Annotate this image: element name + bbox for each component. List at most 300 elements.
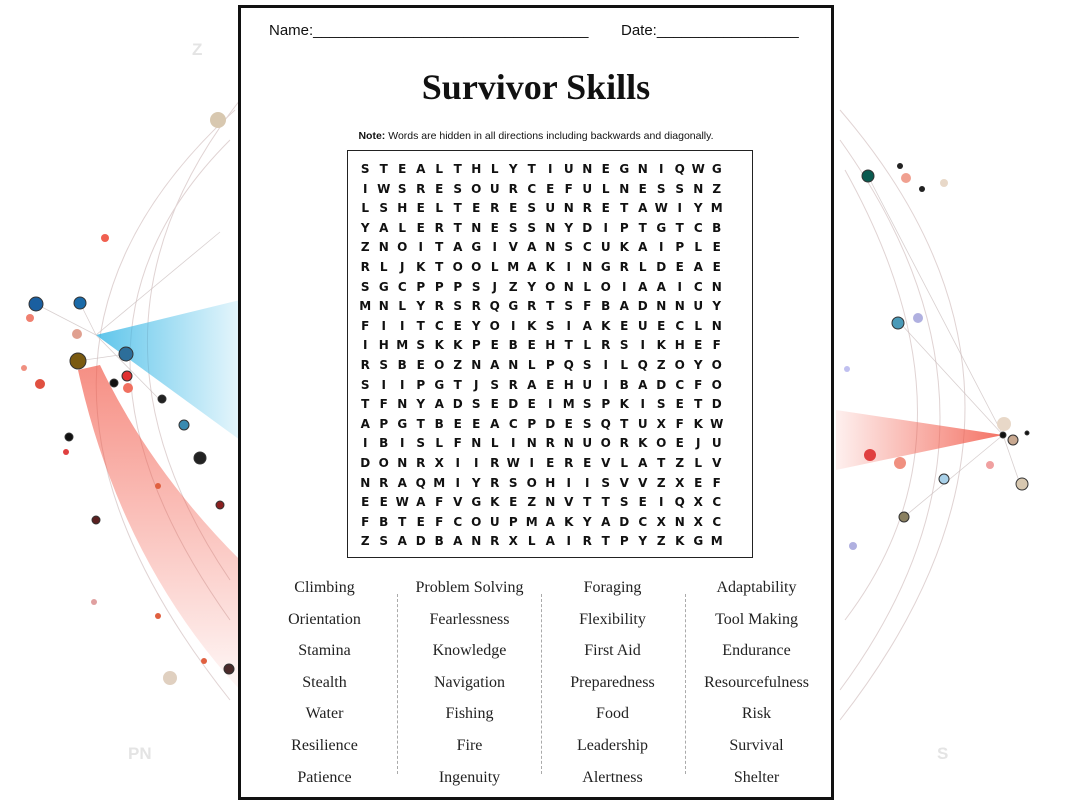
grid-letter: S	[360, 279, 370, 294]
grid-letter: D	[452, 397, 463, 412]
name-field[interactable]: Name:_________________________________	[269, 22, 589, 39]
grid-letter: T	[453, 377, 462, 392]
grid-letter: R	[527, 299, 537, 314]
word-item: Climbing	[294, 579, 355, 596]
grid-letter: F	[712, 475, 721, 490]
grid-letter: V	[564, 495, 574, 510]
grid-letter: K	[656, 338, 666, 353]
word-item: Shelter	[733, 768, 780, 786]
grid-letter: I	[566, 475, 571, 490]
grid-letter: I	[659, 162, 664, 176]
grid-letter: H	[397, 201, 408, 216]
grid-letter: T	[694, 397, 703, 412]
grid-letter: E	[361, 495, 370, 510]
letter-grid	[347, 150, 753, 558]
grid-letter: R	[619, 436, 629, 451]
grid-letter: S	[379, 201, 389, 216]
grid-letter: D	[415, 534, 426, 549]
grid-letter: P	[545, 357, 555, 372]
grid-letter: N	[582, 162, 593, 176]
grid-letter: R	[434, 220, 444, 235]
grid-letter: C	[693, 279, 703, 294]
grid-letter: P	[379, 416, 389, 431]
grid-letter: A	[397, 475, 407, 490]
grid-letter: M	[507, 259, 520, 274]
grid-letter: R	[508, 181, 518, 196]
grid-letter: Q	[600, 416, 611, 431]
grid-letter: E	[435, 181, 444, 196]
grid-letter: E	[490, 220, 499, 235]
grid-letter: N	[711, 318, 722, 333]
grid-letter: P	[471, 338, 481, 353]
grid-letter: F	[675, 416, 684, 431]
grid-letter: N	[526, 436, 537, 451]
grid-letter: I	[603, 357, 608, 372]
grid-letter: X	[693, 495, 703, 510]
grid-letter: L	[694, 455, 703, 470]
grid-letter: T	[657, 455, 666, 470]
grid-letter: Z	[656, 534, 666, 549]
grid-letter: G	[508, 299, 519, 314]
grid-letter: I	[659, 240, 664, 255]
grid-letter: U	[711, 436, 722, 451]
grid-letter: W	[395, 495, 409, 510]
word-item: Stamina	[298, 642, 351, 660]
grid-letter: D	[360, 455, 371, 470]
grid-letter: L	[527, 534, 536, 549]
grid-letter: I	[603, 377, 608, 392]
word-item: Resourcefulness	[704, 673, 809, 691]
grid-letter: F	[361, 514, 370, 529]
grid-letter: Q	[674, 495, 685, 510]
grid-letter: Q	[674, 162, 685, 176]
grid-letter: A	[638, 201, 648, 216]
grid-letter: Q	[563, 357, 574, 372]
grid-letter: T	[546, 299, 555, 314]
word-column-3	[541, 574, 684, 795]
grid-row	[356, 219, 752, 239]
word-item: Tool Making	[715, 610, 798, 628]
grid-letter: G	[471, 240, 482, 255]
grid-letter: E	[601, 162, 610, 176]
grid-letter: M	[562, 397, 575, 412]
grid-letter: S	[416, 436, 426, 451]
word-item: Orientation	[288, 610, 361, 628]
grid-letter: G	[378, 279, 389, 294]
grid-letter: L	[490, 162, 499, 176]
grid-letter: A	[490, 416, 500, 431]
grid-letter: Y	[360, 220, 370, 235]
grid-letter: G	[711, 162, 722, 176]
grid-letter: O	[378, 455, 389, 470]
grid-letter: I	[418, 240, 423, 255]
grid-letter: I	[677, 201, 682, 216]
word-item: Knowledge	[432, 642, 507, 660]
grid-row	[356, 454, 752, 474]
grid-letter: I	[381, 377, 386, 392]
grid-letter: M	[710, 201, 723, 216]
grid-letter: L	[601, 181, 610, 196]
grid-letter: S	[564, 240, 574, 255]
grid-letter: F	[453, 436, 462, 451]
grid-letter: C	[582, 240, 592, 255]
grid-letter: B	[434, 534, 444, 549]
grid-letter: N	[471, 220, 482, 235]
grid-letter: F	[361, 318, 370, 333]
grid-letter: N	[674, 299, 685, 314]
grid-letter: T	[453, 220, 462, 235]
grid-letter: Y	[508, 162, 518, 176]
grid-row	[356, 395, 752, 415]
grid-letter: T	[453, 162, 462, 176]
grid-letter: R	[416, 181, 426, 196]
grid-letter: I	[474, 455, 479, 470]
grid-letter: S	[545, 318, 555, 333]
grid-letter: R	[564, 455, 574, 470]
grid-letter: F	[583, 299, 592, 314]
grid-letter: I	[511, 318, 516, 333]
grid-letter: X	[434, 455, 444, 470]
grid-letter: E	[398, 162, 407, 176]
grid-row	[356, 297, 752, 317]
grid-letter: A	[638, 455, 648, 470]
grid-letter: N	[711, 279, 722, 294]
grid-letter: Y	[582, 514, 592, 529]
grid-row	[356, 180, 752, 200]
grid-letter: K	[490, 495, 500, 510]
grid-letter: S	[675, 181, 685, 196]
grid-letter: E	[546, 181, 555, 196]
grid-letter: E	[416, 201, 425, 216]
grid-letter: O	[711, 377, 722, 392]
grid-letter: N	[397, 455, 408, 470]
grid-letter: S	[453, 181, 463, 196]
grid-letter: N	[545, 220, 556, 235]
grid-letter: G	[619, 162, 630, 176]
grid-letter: M	[710, 534, 723, 549]
grid-letter: E	[712, 240, 721, 255]
grid-letter: K	[619, 240, 629, 255]
grid-letter: Y	[693, 357, 703, 372]
grid-letter: E	[601, 201, 610, 216]
grid-letter: B	[379, 514, 389, 529]
grid-letter: A	[545, 534, 555, 549]
grid-letter: A	[582, 318, 592, 333]
grid-letter: Z	[453, 357, 463, 372]
grid-letter: T	[583, 495, 592, 510]
grid-letter: C	[675, 377, 685, 392]
bg-letter-s: S	[937, 744, 949, 763]
grid-letter: H	[378, 338, 389, 353]
grid-letter: E	[416, 514, 425, 529]
word-item: Patience	[297, 768, 352, 786]
word-item: Water	[305, 705, 344, 723]
grid-letter: K	[434, 338, 444, 353]
grid-letter: M	[433, 475, 446, 490]
grid-letter: D	[619, 514, 630, 529]
grid-letter: S	[360, 162, 370, 176]
grid-letter: O	[674, 357, 685, 372]
grid-letter: J	[400, 259, 405, 274]
grid-letter: I	[363, 436, 368, 451]
grid-letter: L	[379, 259, 388, 274]
grid-letter: R	[471, 299, 481, 314]
word-item: Survival	[729, 736, 784, 754]
word-list	[253, 574, 825, 794]
grid-letter: E	[675, 259, 684, 274]
grid-letter: B	[397, 357, 407, 372]
grid-letter: E	[694, 475, 703, 490]
word-item: Food	[596, 705, 629, 723]
grid-letter: S	[582, 416, 592, 431]
grid-letter: I	[548, 162, 553, 176]
grid-letter: R	[490, 475, 500, 490]
grid-row	[356, 238, 752, 258]
grid-letter: W	[691, 162, 705, 176]
grid-row	[356, 317, 752, 337]
grid-letter: K	[527, 318, 537, 333]
grid-letter: T	[435, 240, 444, 255]
grid-letter: J	[474, 377, 479, 392]
grid-letter: A	[638, 240, 648, 255]
grid-letter: N	[563, 201, 574, 216]
grid-letter: F	[379, 397, 388, 412]
grid-letter: W	[377, 181, 391, 196]
grid-letter: R	[360, 259, 370, 274]
grid-letter: T	[435, 259, 444, 274]
grid-letter: P	[619, 220, 629, 235]
grid-letter: I	[529, 455, 534, 470]
grid-letter: Q	[415, 475, 426, 490]
bg-letter-pn: PN	[128, 744, 152, 763]
word-item: Adaptability	[716, 579, 797, 596]
grid-row	[356, 199, 752, 219]
grid-letter: A	[397, 534, 407, 549]
grid-letter: I	[603, 220, 608, 235]
grid-letter: L	[490, 436, 499, 451]
word-item: Endurance	[722, 642, 791, 660]
grid-letter: A	[527, 377, 537, 392]
grid-letter: B	[379, 436, 389, 451]
grid-letter: Y	[564, 220, 574, 235]
grid-letter: S	[582, 397, 592, 412]
grid-letter: F	[694, 377, 703, 392]
grid-letter: I	[566, 534, 571, 549]
grid-letter: E	[416, 357, 425, 372]
grid-letter: G	[656, 220, 667, 235]
grid-letter: L	[398, 299, 407, 314]
grid-letter: K	[601, 318, 611, 333]
grid-letter: A	[527, 240, 537, 255]
grid-letter: I	[640, 397, 645, 412]
grid-letter: R	[508, 377, 518, 392]
grid-letter: A	[416, 162, 426, 176]
grid-letter: I	[400, 377, 405, 392]
grid-letter: Z	[656, 357, 666, 372]
grid-letter: S	[619, 338, 629, 353]
grid-letter: A	[453, 534, 463, 549]
grid-letter: H	[545, 338, 556, 353]
grid-letter: G	[397, 416, 408, 431]
grid-letter: C	[508, 416, 518, 431]
grid-letter: W	[710, 416, 724, 431]
grid-letter: S	[656, 397, 666, 412]
grid-letter: G	[471, 495, 482, 510]
grid-letter: T	[361, 397, 370, 412]
grid-row	[356, 532, 752, 552]
grid-row	[356, 434, 752, 454]
grid-letter: T	[620, 416, 629, 431]
grid-letter: L	[583, 279, 592, 294]
grid-letter: M	[396, 338, 409, 353]
grid-letter: N	[619, 181, 630, 196]
grid-letter: E	[583, 455, 592, 470]
grid-letter: O	[471, 259, 482, 274]
grid-letter: A	[619, 299, 629, 314]
grid-letter: S	[379, 534, 389, 549]
grid-letter: A	[545, 514, 555, 529]
grid-letter: A	[656, 279, 666, 294]
grid-letter: T	[638, 220, 647, 235]
grid-letter: U	[489, 181, 500, 196]
grid-letter: I	[400, 318, 405, 333]
grid-letter: I	[566, 318, 571, 333]
grid-letter: E	[490, 338, 499, 353]
grid-letter: I	[659, 495, 664, 510]
grid-letter: N	[378, 240, 389, 255]
bg-letter-z: Z	[192, 40, 203, 59]
grid-letter: N	[397, 397, 408, 412]
grid-letter: S	[360, 377, 370, 392]
grid-letter: R	[434, 299, 444, 314]
grid-letter: G	[434, 377, 445, 392]
grid-letter: O	[471, 181, 482, 196]
grid-letter: O	[711, 357, 722, 372]
grid-letter: F	[564, 181, 573, 196]
grid-letter: Z	[360, 240, 370, 255]
grid-letter: X	[508, 534, 518, 549]
grid-letter: O	[526, 475, 537, 490]
grid-letter: T	[601, 495, 610, 510]
grid-letter: I	[455, 455, 460, 470]
grid-letter: K	[416, 259, 426, 274]
word-item: Flexibility	[579, 610, 646, 628]
grid-letter: D	[637, 299, 648, 314]
grid-letter: E	[712, 259, 721, 274]
grid-letter: R	[619, 259, 629, 274]
grid-letter: T	[416, 416, 425, 431]
grid-letter: E	[453, 318, 462, 333]
grid-row	[356, 356, 752, 376]
grid-letter: A	[693, 259, 703, 274]
grid-letter: S	[508, 220, 518, 235]
grid-letter: D	[582, 220, 593, 235]
instructions-note	[241, 130, 831, 142]
grid-letter: Z	[656, 475, 666, 490]
grid-letter: I	[511, 436, 516, 451]
grid-letter: T	[620, 201, 629, 216]
grid-letter: I	[363, 181, 368, 196]
word-item: Alertness	[582, 768, 643, 786]
grid-letter: A	[434, 397, 444, 412]
grid-letter: S	[619, 495, 629, 510]
grid-letter: E	[527, 397, 536, 412]
word-item: Risk	[741, 705, 772, 723]
grid-letter: O	[489, 318, 500, 333]
grid-letter: K	[545, 259, 555, 274]
grid-letter: L	[435, 436, 444, 451]
grid-letter: H	[545, 475, 556, 490]
grid-letter: G	[600, 259, 611, 274]
grid-letter: P	[416, 279, 426, 294]
grid-letter: J	[696, 436, 701, 451]
grid-letter: I	[363, 338, 368, 353]
word-item: Stealth	[302, 673, 347, 691]
word-item: Problem Solving	[415, 579, 524, 596]
grid-letter: S	[416, 338, 426, 353]
grid-letter: I	[400, 436, 405, 451]
grid-letter: Y	[693, 201, 703, 216]
grid-row	[356, 493, 752, 513]
grid-row	[356, 336, 752, 356]
grid-letter: W	[506, 455, 520, 470]
word-item: Ingenuity	[438, 768, 501, 786]
grid-row	[356, 513, 752, 533]
grid-letter: E	[509, 201, 518, 216]
grid-letter: Q	[489, 299, 500, 314]
word-item: Navigation	[433, 673, 506, 691]
grid-letter: V	[712, 455, 722, 470]
grid-letter: H	[563, 377, 574, 392]
grid-letter: N	[360, 475, 371, 490]
grid-letter: M	[525, 514, 538, 529]
grid-letter: M	[359, 299, 372, 314]
grid-letter: E	[657, 318, 666, 333]
grid-letter: O	[452, 259, 463, 274]
grid-letter: D	[545, 416, 556, 431]
grid-letter: V	[619, 475, 629, 490]
word-item: Foraging	[583, 579, 642, 596]
grid-letter: E	[564, 416, 573, 431]
grid-letter: S	[527, 220, 537, 235]
grid-letter: E	[472, 416, 481, 431]
grid-letter: E	[675, 436, 684, 451]
word-column-1	[253, 574, 396, 795]
grid-letter: S	[656, 181, 666, 196]
grid-letter: S	[508, 475, 518, 490]
grid-letter: E	[638, 181, 647, 196]
date-field[interactable]: Date:_________________	[621, 22, 799, 39]
grid-letter: B	[712, 220, 722, 235]
grid-letter: E	[546, 377, 555, 392]
grid-letter: I	[622, 279, 627, 294]
grid-letter: H	[674, 338, 685, 353]
grid-letter: E	[620, 318, 629, 333]
grid-letter: A	[601, 514, 611, 529]
grid-letter: F	[712, 338, 721, 353]
grid-letter: E	[527, 338, 536, 353]
grid-letter: P	[434, 279, 444, 294]
grid-letter: N	[471, 436, 482, 451]
grid-letter: S	[397, 181, 407, 196]
grid-letter: N	[471, 534, 482, 549]
word-item: Leadership	[576, 736, 649, 754]
grid-letter: R	[416, 455, 426, 470]
grid-letter: P	[601, 397, 611, 412]
grid-letter: U	[545, 201, 556, 216]
grid-letter: Y	[416, 397, 426, 412]
grid-row	[356, 376, 752, 396]
